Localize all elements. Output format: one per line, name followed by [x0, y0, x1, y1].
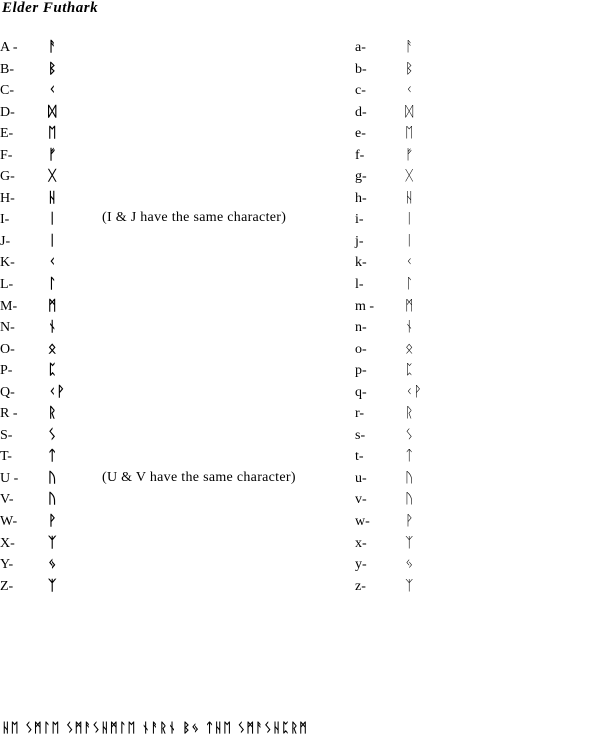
uppercase-rune: ᚢ — [48, 491, 57, 508]
lowercase-rune: ᛉ — [405, 577, 414, 594]
uppercase-rune: ᚾ — [48, 319, 57, 336]
lowercase-rune: ᛒ — [405, 60, 414, 77]
uppercase-rune: ᛊ — [48, 426, 57, 443]
uppercase-label: S- — [0, 427, 13, 443]
lowercase-label: j- — [355, 233, 364, 249]
uppercase-label: Y- — [0, 557, 14, 573]
uppercase-label: W- — [0, 514, 18, 530]
uppercase-rune-column — [48, 37, 65, 597]
uppercase-rune: ᚲᚹ — [48, 383, 65, 400]
uppercase-label: E- — [0, 126, 14, 142]
lowercase-rune: ᚺ — [405, 189, 414, 206]
lowercase-rune: ᚢ — [405, 469, 414, 486]
uppercase-label-column — [0, 37, 18, 597]
lowercase-rune: ᛃ — [405, 556, 414, 573]
uppercase-rune: ᚠ — [48, 146, 57, 163]
uppercase-label: M- — [0, 298, 18, 314]
lowercase-label: u- — [355, 470, 367, 486]
uppercase-label: L- — [0, 277, 14, 293]
lowercase-rune: ᛁ — [405, 232, 414, 249]
lowercase-label: k- — [355, 255, 367, 271]
uppercase-label: V- — [0, 492, 14, 508]
uppercase-rune: ᚷ — [48, 168, 57, 185]
uppercase-rune: ᚹ — [48, 513, 57, 530]
uppercase-label: U - — [0, 470, 19, 486]
lowercase-label: c- — [355, 83, 366, 99]
lowercase-label-column — [355, 37, 374, 597]
lowercase-rune: ᛁ — [405, 211, 414, 228]
uppercase-rune: ᛞ — [48, 103, 57, 120]
lowercase-label: h- — [355, 190, 367, 206]
lowercase-rune: ᛗ — [405, 297, 414, 314]
uppercase-rune: ᛉ — [48, 534, 57, 551]
lowercase-rune: ᚲ — [405, 254, 414, 271]
uppercase-rune: ᚱ — [48, 405, 57, 422]
lowercase-rune: ᛈ — [405, 362, 414, 379]
uppercase-label: T- — [0, 449, 12, 465]
uppercase-rune: ᛟ — [48, 340, 57, 357]
uppercase-label: Z- — [0, 578, 14, 594]
uppercase-label: J- — [0, 233, 11, 249]
uppercase-rune: ᚢ — [48, 469, 57, 486]
uppercase-label: O- — [0, 341, 15, 357]
lowercase-rune: ᛟ — [405, 340, 414, 357]
uppercase-rune: ᛖ — [48, 125, 57, 142]
uppercase-label: K- — [0, 255, 15, 271]
lowercase-label: f- — [355, 147, 365, 163]
page-title: Elder Futhark — [2, 0, 99, 16]
lowercase-label: q- — [355, 384, 367, 400]
uppercase-label: A - — [0, 40, 18, 55]
lowercase-label: z- — [355, 578, 366, 594]
lowercase-rune: ᛞ — [405, 103, 414, 120]
uppercase-label: F- — [0, 147, 13, 163]
uppercase-rune: ᛈ — [48, 362, 57, 379]
lowercase-label: r- — [355, 406, 365, 422]
uppercase-rune: ᚺ — [48, 189, 57, 206]
uppercase-rune: ᛒ — [48, 60, 57, 77]
uppercase-rune: ᚲ — [48, 254, 57, 271]
lowercase-rune: ᛊ — [405, 426, 414, 443]
uppercase-rune: ᛁ — [48, 232, 57, 249]
lowercase-rune: ᛚ — [405, 276, 414, 293]
lowercase-label: o- — [355, 341, 367, 357]
uppercase-label: R - — [0, 406, 18, 422]
lowercase-label: m - — [355, 298, 375, 314]
lowercase-rune: ᛖ — [405, 125, 414, 142]
lowercase-label: t- — [355, 449, 364, 465]
lowercase-rune: ᚨ — [405, 39, 414, 55]
uppercase-rune: ᛗ — [48, 297, 57, 314]
uppercase-rune: ᚨ — [48, 39, 57, 55]
lowercase-rune: ᚢ — [405, 491, 414, 508]
note-u-v-same: (U & V have the same character) — [102, 470, 296, 485]
uppercase-label: P- — [0, 363, 13, 379]
uppercase-rune: ᛃ — [48, 556, 57, 573]
lowercase-rune: ᛉ — [405, 534, 414, 551]
uppercase-label: C- — [0, 83, 14, 99]
uppercase-rune: ᛉ — [48, 577, 57, 594]
lowercase-rune-column — [405, 37, 422, 597]
lowercase-label: n- — [355, 320, 367, 336]
lowercase-label: l- — [355, 277, 364, 293]
lowercase-rune: ᚹ — [405, 513, 414, 530]
lowercase-label: y- — [355, 557, 367, 573]
lowercase-label: e- — [355, 126, 366, 142]
uppercase-label: Q- — [0, 384, 15, 400]
lowercase-label: g- — [355, 169, 367, 185]
uppercase-label: B- — [0, 61, 14, 77]
uppercase-rune: ᚲ — [48, 82, 57, 99]
lowercase-label: s- — [355, 427, 366, 443]
lowercase-rune: ᚠ — [405, 146, 414, 163]
lowercase-label: d- — [355, 104, 367, 120]
uppercase-rune: ᛏ — [48, 448, 57, 465]
lowercase-label: a- — [355, 40, 366, 55]
lowercase-rune: ᚲ — [405, 82, 414, 99]
lowercase-label: p- — [355, 363, 367, 379]
lowercase-rune: ᚷ — [405, 168, 414, 185]
uppercase-label: G- — [0, 169, 15, 185]
lowercase-label: i- — [355, 212, 364, 228]
rune-sentence: ᚺᛖ ᛊᛗᛚᛖ ᛊᛗᚨᛊᚺᛗᛚᛖ ᚾᚨᚱᚾ ᛒᛃ ᛏᚺᛖ ᛊᛗᚨᛊᚺᛈᚱᛗ — [2, 721, 308, 736]
note-i-j-same: (I & J have the same character) — [102, 210, 287, 225]
lowercase-label: x- — [355, 535, 367, 551]
uppercase-label: H- — [0, 190, 15, 206]
lowercase-label: b- — [355, 61, 367, 77]
lowercase-rune: ᚱ — [405, 405, 414, 422]
lowercase-rune: ᚲᚹ — [405, 383, 422, 400]
lowercase-rune: ᚾ — [405, 319, 414, 336]
lowercase-label: v- — [355, 492, 367, 508]
uppercase-rune: ᛚ — [48, 276, 57, 293]
lowercase-label: w- — [355, 514, 370, 530]
uppercase-label: X- — [0, 535, 15, 551]
uppercase-label: N- — [0, 320, 15, 336]
lowercase-rune: ᛏ — [405, 448, 414, 465]
uppercase-rune: ᛁ — [48, 211, 57, 228]
uppercase-label: I- — [0, 212, 10, 228]
uppercase-label: D- — [0, 104, 15, 120]
